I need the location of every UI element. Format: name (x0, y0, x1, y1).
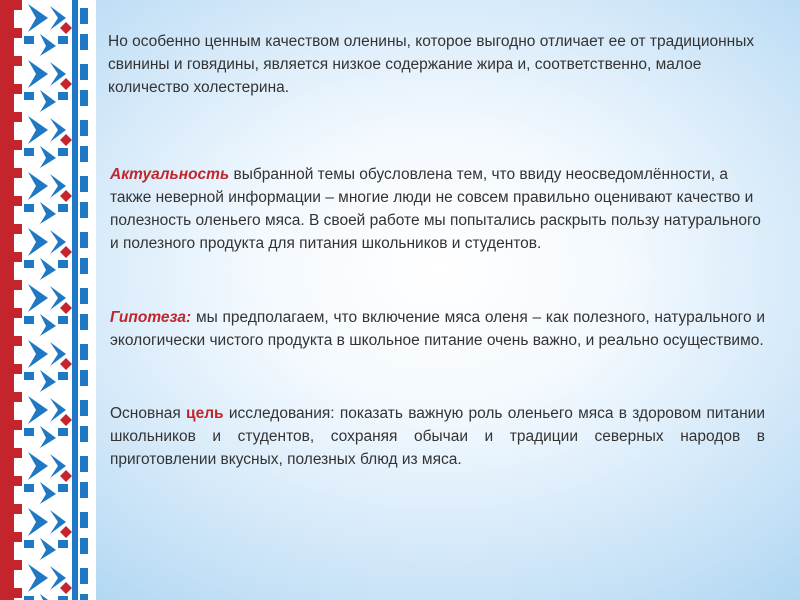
goal-term: цель (186, 405, 224, 422)
hypothesis-text: мы предполагаем, что включение мяса оленя – как полезного, натурального и экологически чистого продукта в школьное питание очень важно, и реально осуществимо. (110, 309, 765, 349)
hypothesis-paragraph (110, 306, 765, 352)
relevance-term: Актуальность (110, 166, 230, 183)
goal-text: исследования: показать важную роль оленьего мяса в здоровом питании школьников и студентов, сохраняя обычаи и традиции северных народов в приготовлении вкусных, полезных блюд из мяса. (110, 405, 765, 468)
ornament-border (0, 0, 96, 600)
intro-paragraph: Но особенно ценным качеством оленины, которое выгодно отличает ее от традиционных свинины и говядины, является низкое содержание жира и, соответственно, малое количество холестерина. (108, 33, 755, 96)
goal-paragraph (110, 402, 765, 471)
relevance-text: выбранной темы обусловлена тем, что ввиду неосведомлённости, а также неверной информации – многие люди не совсем правильно оценивают качество и полезность оленьего мяса. В своей работе мы попытались раскрыть пользу натурального и полезного продукта для питания школьников и студентов. (110, 166, 761, 252)
goal-before: Основная (110, 405, 187, 422)
relevance-paragraph (110, 163, 765, 255)
hypothesis-term: Гипотеза: (110, 309, 192, 326)
